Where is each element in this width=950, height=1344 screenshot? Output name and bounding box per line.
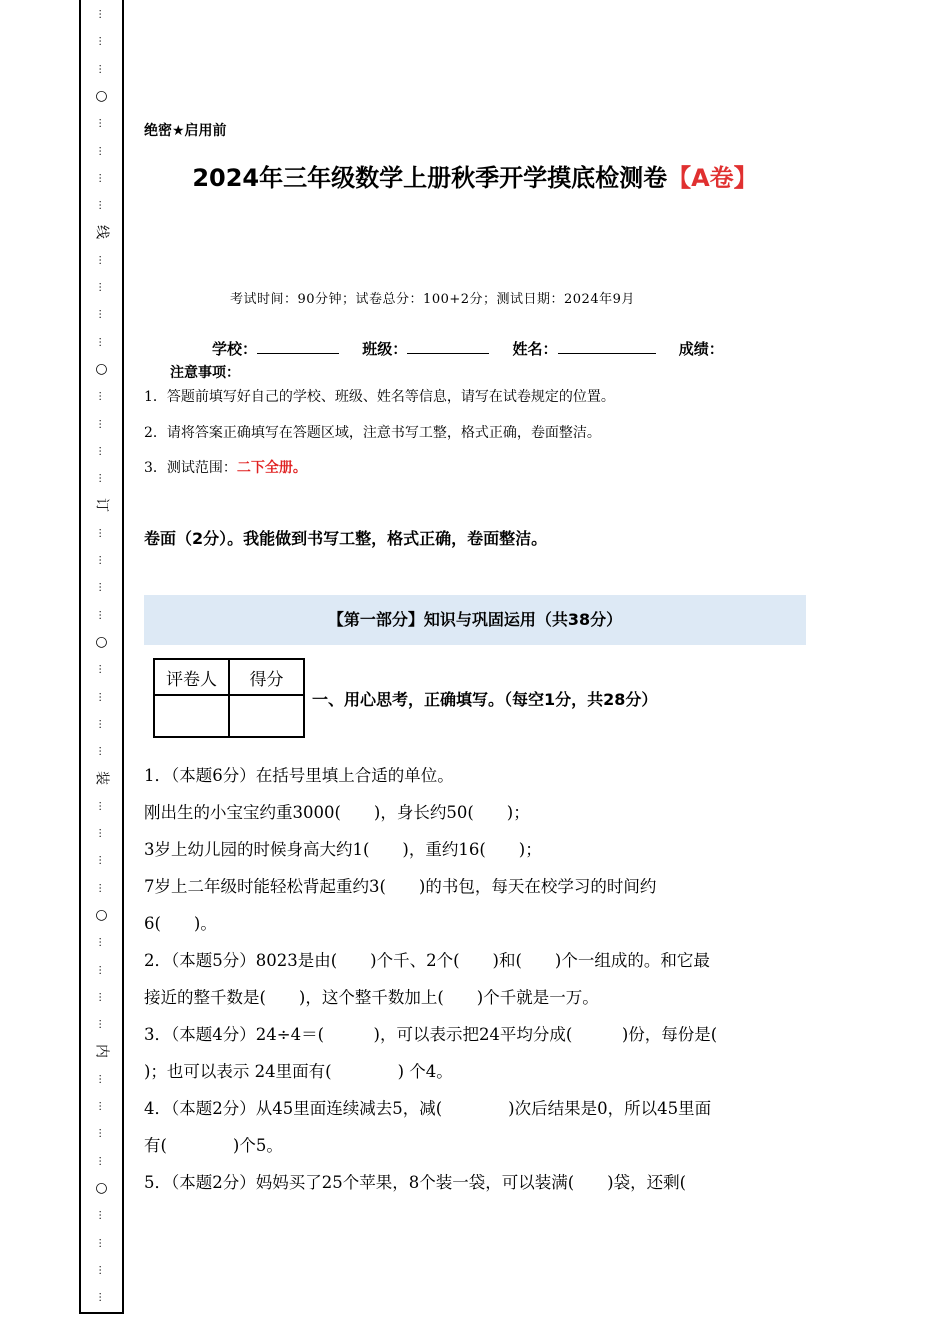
student-info-fields	[212, 338, 724, 359]
binding-word: 内	[93, 1044, 110, 1059]
binding-word: 订	[93, 498, 110, 513]
binding-dots: …	[96, 9, 108, 19]
question-line: )；也可以表示 24里面有( ) 个4。	[144, 1062, 453, 1081]
binding-circle-icon: ○	[95, 360, 108, 377]
binding-dots: …	[96, 1237, 108, 1248]
question-line: 4．（本题2分）从45里面连续减去5，减( )次后结果是0，所以45里面	[144, 1099, 712, 1118]
binding-dots: …	[96, 1128, 108, 1139]
notes-title: 注意事项：	[170, 365, 240, 381]
question-line: 接近的整千数是( )，这个整千数加上( )个千就是一万。	[144, 988, 599, 1007]
binding-margin	[79, 0, 124, 1314]
confidential-label: 绝密★启用前	[144, 123, 227, 139]
note-item-2: 2．请将答案正确填写在答题区域，注意书写工整，格式正确，卷面整洁。	[144, 425, 601, 441]
binding-dots: …	[96, 1155, 108, 1166]
binding-dots: …	[96, 1210, 108, 1221]
binding-dots: …	[96, 828, 108, 838]
binding-dots: …	[96, 200, 108, 211]
binding-dots: …	[96, 1101, 108, 1111]
binding-dots: …	[96, 1292, 108, 1303]
binding-dots: …	[96, 718, 108, 729]
score-cell[interactable]	[229, 695, 304, 737]
test-scope: 二下全册。	[236, 460, 307, 476]
title-main: 2024年三年级数学上册秋季开学摸底检测卷	[192, 164, 668, 192]
binding-dots: …	[96, 118, 108, 129]
binding-dots: …	[96, 63, 108, 74]
question-line: 刚出生的小宝宝约重3000( )，身长约50( )；	[144, 803, 530, 822]
binding-dots: …	[96, 473, 108, 484]
binding-dots: …	[96, 609, 108, 620]
binding-dots: …	[96, 145, 108, 156]
binding-dots: …	[96, 937, 108, 948]
binding-dots: …	[96, 445, 108, 456]
binding-dots: …	[96, 1073, 108, 1084]
binding-circle-icon: ○	[95, 1179, 108, 1196]
note-item-3-prefix: 3．测试范围：	[144, 460, 237, 476]
binding-dots: …	[96, 172, 108, 183]
binding-dots: …	[96, 309, 108, 320]
binding-dots: …	[96, 282, 108, 292]
question-line: 3．（本题4分）24÷4＝( )，可以表示把24平均分成( )份，每份是(	[144, 1025, 718, 1044]
binding-circle-icon: ○	[95, 906, 108, 923]
binding-circle-icon: ○	[95, 633, 108, 650]
grader-score-table	[153, 658, 305, 738]
binding-dots: …	[96, 882, 108, 893]
name-label: 姓名：	[512, 340, 558, 358]
binding-dots: …	[96, 1264, 108, 1275]
note-item-1: 1．答题前填写好自己的学校、班级、姓名等信息，请写在试卷规定的位置。	[144, 389, 615, 405]
binding-dots: …	[96, 254, 108, 265]
question-line: 1．（本题6分）在括号里填上合适的单位。	[144, 766, 454, 785]
binding-word: 线	[93, 225, 110, 240]
exam-info: 考试时间：90分钟；试卷总分：100+2分；测试日期：2024年9月	[230, 292, 635, 307]
school-blank[interactable]	[257, 339, 339, 354]
binding-dots: …	[96, 991, 108, 1002]
question-line: 3岁上幼儿园的时候身高大约1( )，重约16( )；	[144, 840, 542, 859]
binding-dots: …	[96, 527, 108, 538]
question-line: 7岁上二年级时能轻松背起重约3( )的书包，每天在校学习的时间约	[144, 877, 657, 896]
binding-dots: …	[96, 664, 108, 675]
name-blank[interactable]	[558, 339, 656, 354]
binding-dots: …	[96, 964, 108, 975]
binding-word: 装	[93, 771, 110, 786]
grader-header: 评卷人	[154, 659, 229, 695]
binding-dots: …	[96, 555, 108, 565]
binding-circle-icon: ○	[95, 87, 108, 104]
binding-dots: …	[96, 746, 108, 757]
question-line: 6( )。	[144, 914, 217, 933]
binding-dots: …	[96, 855, 108, 866]
question-line: 2．（本题5分）8023是由( )个千、2个( )和( )个一组成的。和它最	[144, 951, 710, 970]
binding-dots: …	[96, 336, 108, 347]
binding-dots: …	[96, 1019, 108, 1030]
title-tag: 【A卷】	[667, 164, 758, 192]
binding-dots: …	[96, 418, 108, 429]
grader-cell[interactable]	[154, 695, 229, 737]
class-blank[interactable]	[407, 339, 489, 354]
score-header: 得分	[229, 659, 304, 695]
section-one-title: 一、用心思考，正确填写。（每空1分，共28分）	[312, 690, 658, 709]
question-line: 5．（本题2分）妈妈买了25个苹果，8个装一袋，可以装满( )袋，还剩(	[144, 1173, 687, 1192]
neatness-statement: 卷面（2分）。我能做到书写工整，格式正确，卷面整洁。	[144, 529, 548, 548]
binding-dots: …	[96, 691, 108, 702]
page-title	[0, 158, 950, 193]
class-label: 班级：	[362, 340, 408, 358]
binding-dots: …	[96, 800, 108, 811]
question-line: 有( )个5。	[144, 1136, 283, 1155]
binding-dots: …	[96, 582, 108, 593]
binding-dots: …	[96, 36, 108, 47]
note-item-3	[144, 457, 307, 477]
score-label: 成绩：	[678, 340, 724, 358]
part-one-banner: 【第一部分】知识与巩固运用（共38分）	[144, 595, 806, 645]
binding-dots: …	[96, 391, 108, 402]
school-label: 学校：	[212, 340, 258, 358]
